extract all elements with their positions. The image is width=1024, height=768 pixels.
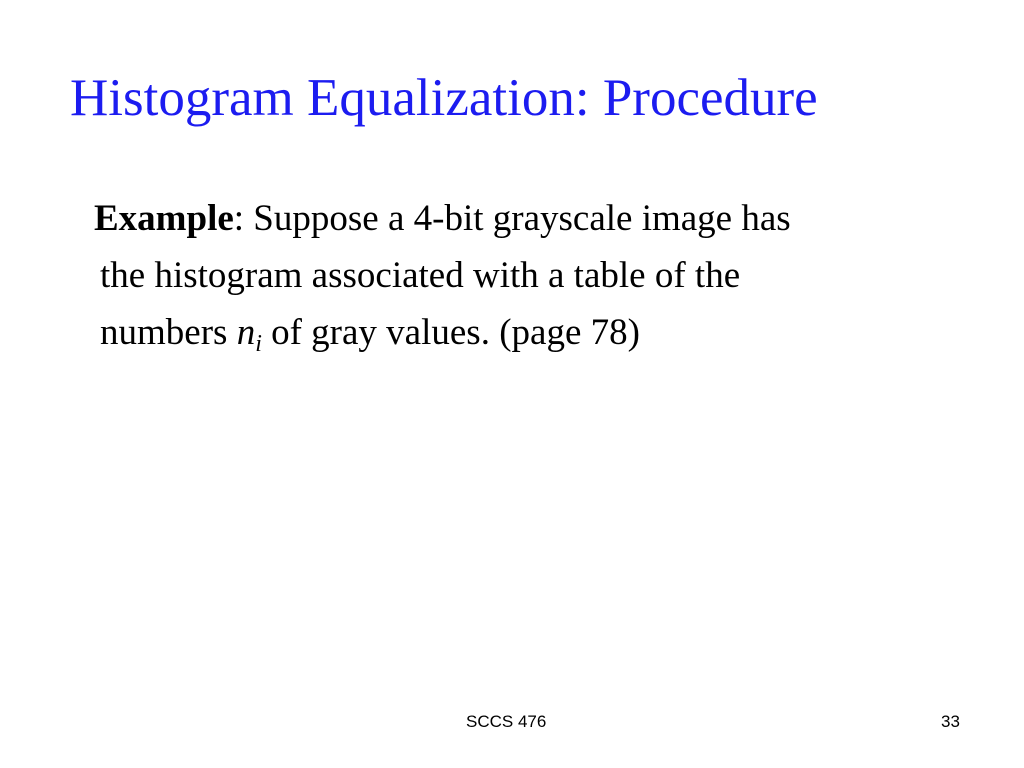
variable-subscript-i: i: [255, 331, 262, 357]
body-line-1: [94, 190, 980, 247]
body-line-3: [100, 304, 980, 361]
footer-page-number: 33: [941, 712, 960, 731]
body-line-1-text: : Suppose a 4-bit grayscale image has: [233, 198, 791, 239]
example-label: Example: [94, 198, 234, 239]
body-line-3-start: numbers: [100, 312, 237, 353]
body-line-2: the histogram associated with a table of the: [100, 255, 741, 296]
body-line-3-end: of gray values. (page 78): [261, 312, 640, 353]
footer-course: SCCS 476: [466, 712, 547, 731]
variable-n: n: [236, 312, 256, 353]
slide-title: Histogram Equalization: Procedure: [70, 69, 818, 127]
slide-body: [94, 190, 980, 361]
